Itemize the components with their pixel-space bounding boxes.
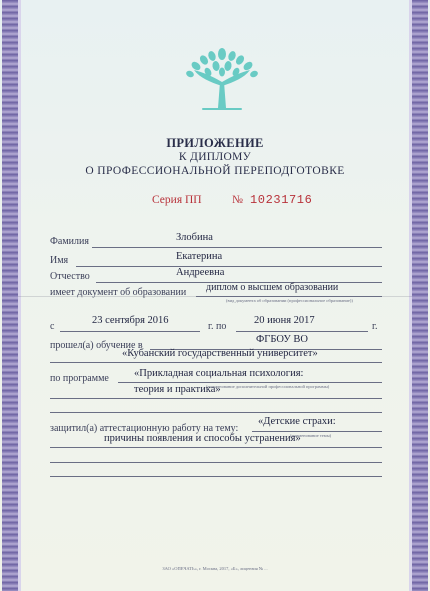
institution-value-1: ФГБОУ ВО bbox=[256, 334, 308, 345]
date-from-line bbox=[60, 331, 200, 332]
date-to-line bbox=[236, 331, 368, 332]
number-sign: № bbox=[232, 194, 243, 206]
surname-line bbox=[92, 247, 382, 248]
education-doc-value: диплом о высшем образовании bbox=[206, 282, 339, 293]
name-label: Имя bbox=[50, 255, 69, 266]
program-hint: (наименование дополнительной профессиональной программы) bbox=[206, 384, 330, 389]
institution-value-2: «Кубанский государственный университет» bbox=[122, 348, 318, 359]
thesis-line-4 bbox=[50, 476, 382, 477]
program-value-2: теория и практика» bbox=[134, 384, 221, 395]
date-from-value: 23 сентября 2016 bbox=[92, 315, 169, 326]
program-value-1: «Прикладная социальная психология: bbox=[134, 368, 304, 379]
patronymic-value: Андреевна bbox=[176, 267, 225, 278]
education-doc-label: имеет документ об образовании bbox=[50, 287, 187, 298]
title-line-3: О ПРОФЕССИОНАЛЬНОЙ ПЕРЕПОДГОТОВКЕ bbox=[85, 165, 345, 177]
thesis-line-1 bbox=[252, 431, 382, 432]
thesis-hint: (наименование темы) bbox=[290, 433, 332, 438]
education-doc-line bbox=[196, 296, 382, 297]
right-ornamental-border bbox=[412, 0, 428, 591]
program-label: по программе bbox=[50, 373, 109, 384]
surname-value: Злобина bbox=[176, 232, 213, 243]
date-from-prefix: с bbox=[50, 321, 55, 332]
printer-imprint: ЗАО «ОПЕЧАТЬ», г. Москва, 2017, «Б», лицензия № ... bbox=[162, 566, 268, 571]
name-line bbox=[76, 266, 382, 267]
program-line-1 bbox=[118, 382, 382, 383]
year-suffix-1: г. по bbox=[208, 321, 227, 332]
year-suffix-2: г. bbox=[372, 321, 378, 332]
document-number: 10231716 bbox=[250, 193, 313, 207]
title-line-1: ПРИЛОЖЕНИЕ bbox=[166, 136, 264, 150]
series-label: Серия ПП bbox=[152, 194, 202, 206]
name-value: Екатерина bbox=[176, 251, 223, 262]
patronymic-label: Отчество bbox=[50, 271, 90, 282]
program-line-3 bbox=[50, 412, 382, 413]
study-label: прошел(а) обучение в bbox=[50, 340, 143, 351]
date-to-value: 20 июня 2017 bbox=[254, 315, 315, 326]
thesis-line-3 bbox=[50, 462, 382, 463]
title-line-2: К ДИПЛОМУ bbox=[178, 151, 252, 163]
education-doc-hint: (вид документа об образовании (профессиональное образование)) bbox=[226, 298, 353, 303]
program-line-2 bbox=[50, 398, 382, 399]
institution-line-2 bbox=[50, 362, 382, 363]
thesis-line-2 bbox=[50, 447, 382, 448]
surname-label: Фамилия bbox=[50, 236, 89, 247]
thesis-value-1: «Детские страхи: bbox=[258, 416, 336, 427]
thesis-value-2: причины появления и способы устранения» bbox=[104, 433, 301, 444]
thesis-label: защитил(а) аттестационную работу на тему: bbox=[50, 423, 239, 434]
left-ornamental-border bbox=[2, 0, 18, 591]
tree-emblem-icon bbox=[180, 42, 264, 112]
